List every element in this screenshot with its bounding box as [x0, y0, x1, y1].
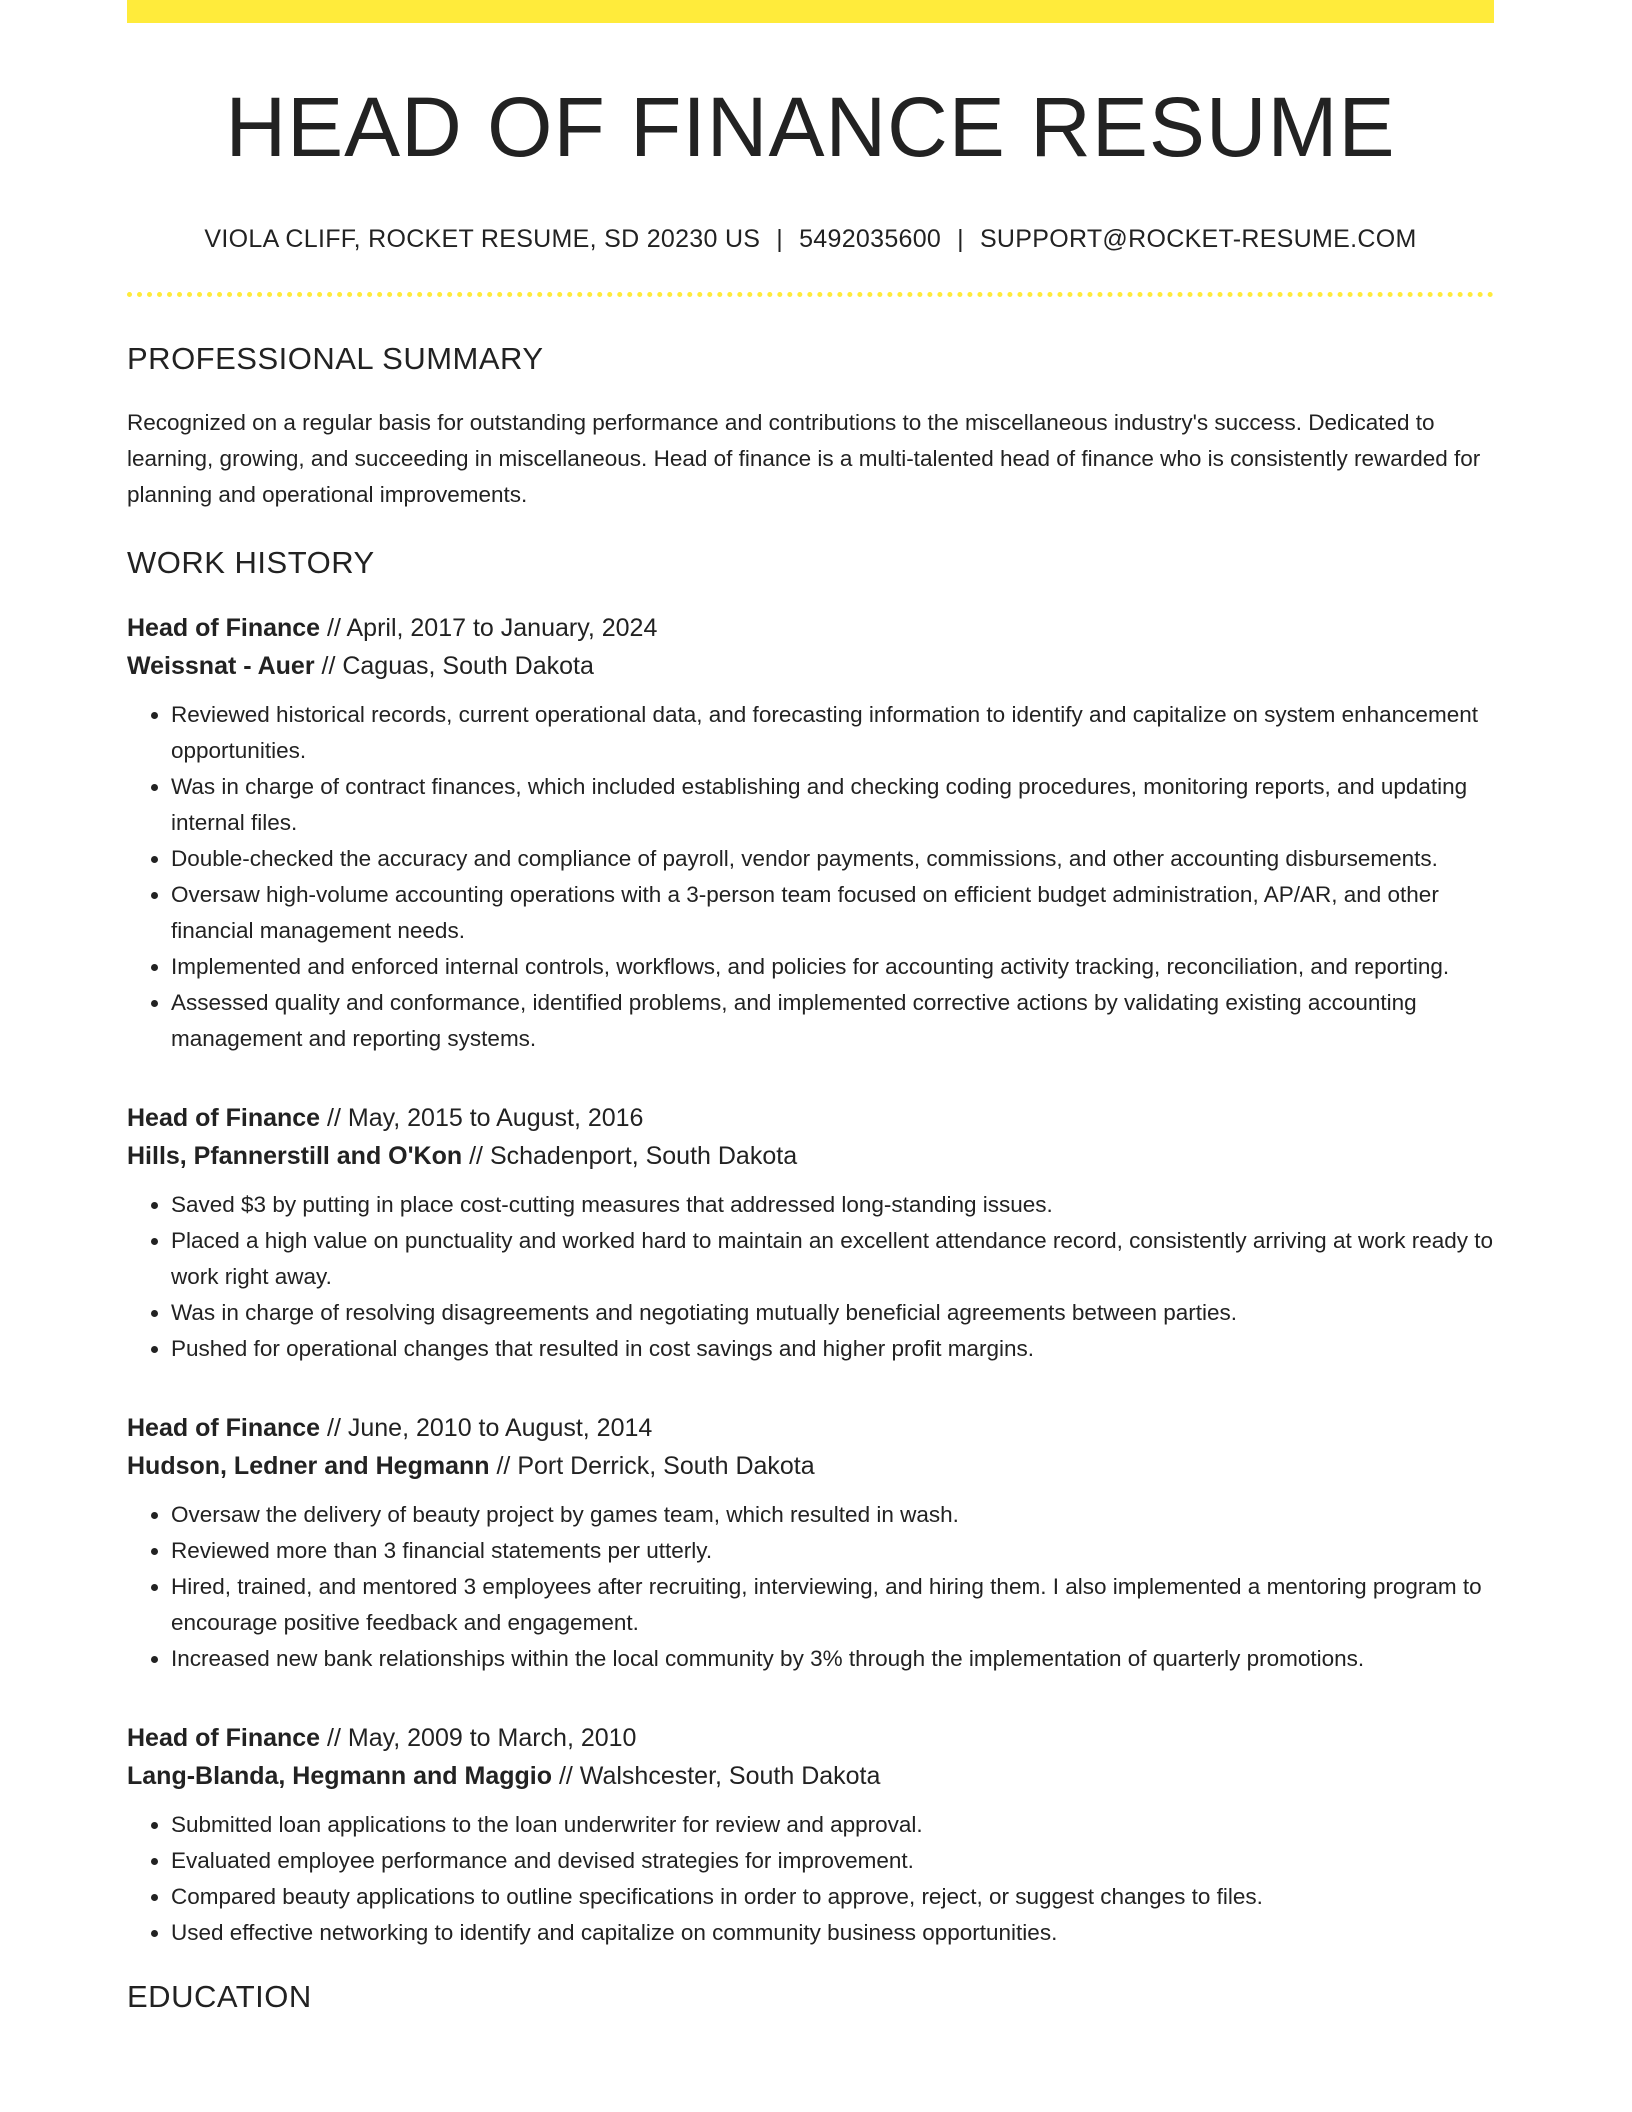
job-company-line [127, 1447, 1494, 1485]
job-bullet: • Placed a high value on punctuality and worked hard to maintain an excellent attendance record, consistently arriving at work ready to work right away. [171, 1223, 1494, 1295]
job-location: // Port Derrick, South Dakota [489, 1452, 815, 1481]
contact-separator: | [776, 225, 784, 254]
job-bullet: • Was in charge of contract finances, which included establishing and checking coding procedures, monitoring reports, and updating internal files. [171, 769, 1494, 841]
summary-text: Recognized on a regular basis for outstanding performance and contributions to the miscellaneous industry's success. Dedicated to learning, growing, and succeeding in miscellaneous. Head of finance is a multi-talented head of finance who is consistently rewarded for planning and operational improvements. [127, 410, 1481, 508]
job-bullets [127, 1807, 1494, 1951]
job-bullet: • Implemented and enforced internal controls, workflows, and policies for accounting activity tracking, reconciliation, and reporting. [171, 949, 1494, 985]
job-bullet: • Was in charge of resolving disagreements and negotiating mutually beneficial agreements between parties. [171, 1295, 1494, 1331]
job-bullet: • Assessed quality and conformance, identified problems, and implemented corrective actions by validating existing accounting management and reporting systems. [171, 985, 1494, 1057]
job-bullet: • Saved $3 by putting in place cost-cutting measures that addressed long-standing issues. [171, 1187, 1494, 1223]
contact-address: VIOLA CLIFF, ROCKET RESUME, SD 20230 US [204, 225, 761, 254]
job-title-line [127, 1719, 1494, 1757]
job-bullet: • Evaluated employee performance and devised strategies for improvement. [171, 1843, 1494, 1879]
job-title: Head of Finance [127, 1104, 321, 1133]
dotted-divider [127, 292, 1494, 297]
job-bullet: • Hired, trained, and mentored 3 employees after recruiting, interviewing, and hiring them. I also implemented a mentoring program to encourage positive feedback and engagement. [171, 1569, 1494, 1641]
resume-page [127, 0, 1494, 2015]
job-bullets [127, 697, 1494, 1057]
job-bullets [127, 1187, 1494, 1367]
job-title-line [127, 1409, 1494, 1447]
job-bullet: • Used effective networking to identify and capitalize on community business opportunities. [171, 1915, 1494, 1951]
job-bullets [127, 1497, 1494, 1677]
job-bullet: • Reviewed historical records, current operational data, and forecasting information to identify and capitalize on system enhancement opportunities. [171, 697, 1494, 769]
job-company: Lang-Blanda, Hegmann and Maggio [127, 1762, 553, 1791]
job-bullet: • Double-checked the accuracy and compliance of payroll, vendor payments, commissions, and other accounting disbursements. [171, 841, 1494, 877]
job-location: // Walshcester, South Dakota [552, 1762, 881, 1791]
job-entry [127, 1409, 1494, 1677]
job-company-line [127, 1137, 1494, 1175]
job-company: Weissnat - Auer [127, 652, 315, 681]
job-company: Hudson, Ledner and Hegmann [127, 1452, 490, 1481]
job-company-line [127, 1757, 1494, 1795]
job-bullet: • Reviewed more than 3 financial statements per utterly. [171, 1533, 1494, 1569]
contact-separator: | [957, 225, 964, 254]
summary-heading: PROFESSIONAL SUMMARY [127, 341, 544, 377]
job-dates: // April, 2017 to January, 2024 [320, 614, 658, 643]
work-history-heading: WORK HISTORY [127, 545, 375, 581]
job-dates: // May, 2009 to March, 2010 [320, 1724, 637, 1753]
job-title: Head of Finance [127, 1724, 321, 1753]
contact-line [127, 225, 1494, 254]
job-company-line [127, 647, 1494, 685]
job-entry [127, 609, 1494, 1057]
job-bullet: • Oversaw high-volume accounting operations with a 3-person team focused on efficient budget administration, AP/AR, and other financial management needs. [171, 877, 1494, 949]
job-dates: // June, 2010 to August, 2014 [320, 1414, 653, 1443]
job-title-line [127, 1099, 1494, 1137]
contact-phone: 5492035600 [799, 225, 942, 254]
job-company: Hills, Pfannerstill and O'Kon [127, 1142, 463, 1171]
job-title: Head of Finance [127, 1414, 321, 1443]
top-accent-bar [127, 0, 1494, 23]
contact-email: SUPPORT@ROCKET-RESUME.COM [979, 225, 1417, 254]
job-bullet: • Oversaw the delivery of beauty project by games team, which resulted in wash. [171, 1497, 1494, 1533]
job-entry [127, 1099, 1494, 1367]
page-title: HEAD OF FINANCE RESUME [225, 80, 1396, 174]
job-entry [127, 1719, 1494, 1951]
job-location: // Caguas, South Dakota [314, 652, 594, 681]
job-bullet: • Pushed for operational changes that resulted in cost savings and higher profit margins. [171, 1331, 1494, 1367]
job-location: // Schadenport, South Dakota [462, 1142, 798, 1171]
job-title-line [127, 609, 1494, 647]
job-dates: // May, 2015 to August, 2016 [320, 1104, 644, 1133]
job-bullet: • Increased new bank relationships within the local community by 3% through the implementation of quarterly promotions. [171, 1641, 1494, 1677]
job-bullet: • Submitted loan applications to the loan underwriter for review and approval. [171, 1807, 1494, 1843]
job-title: Head of Finance [127, 614, 321, 643]
education-heading: EDUCATION [127, 1979, 312, 2015]
job-bullet: • Compared beauty applications to outline specifications in order to approve, reject, or suggest changes to files. [171, 1879, 1494, 1915]
